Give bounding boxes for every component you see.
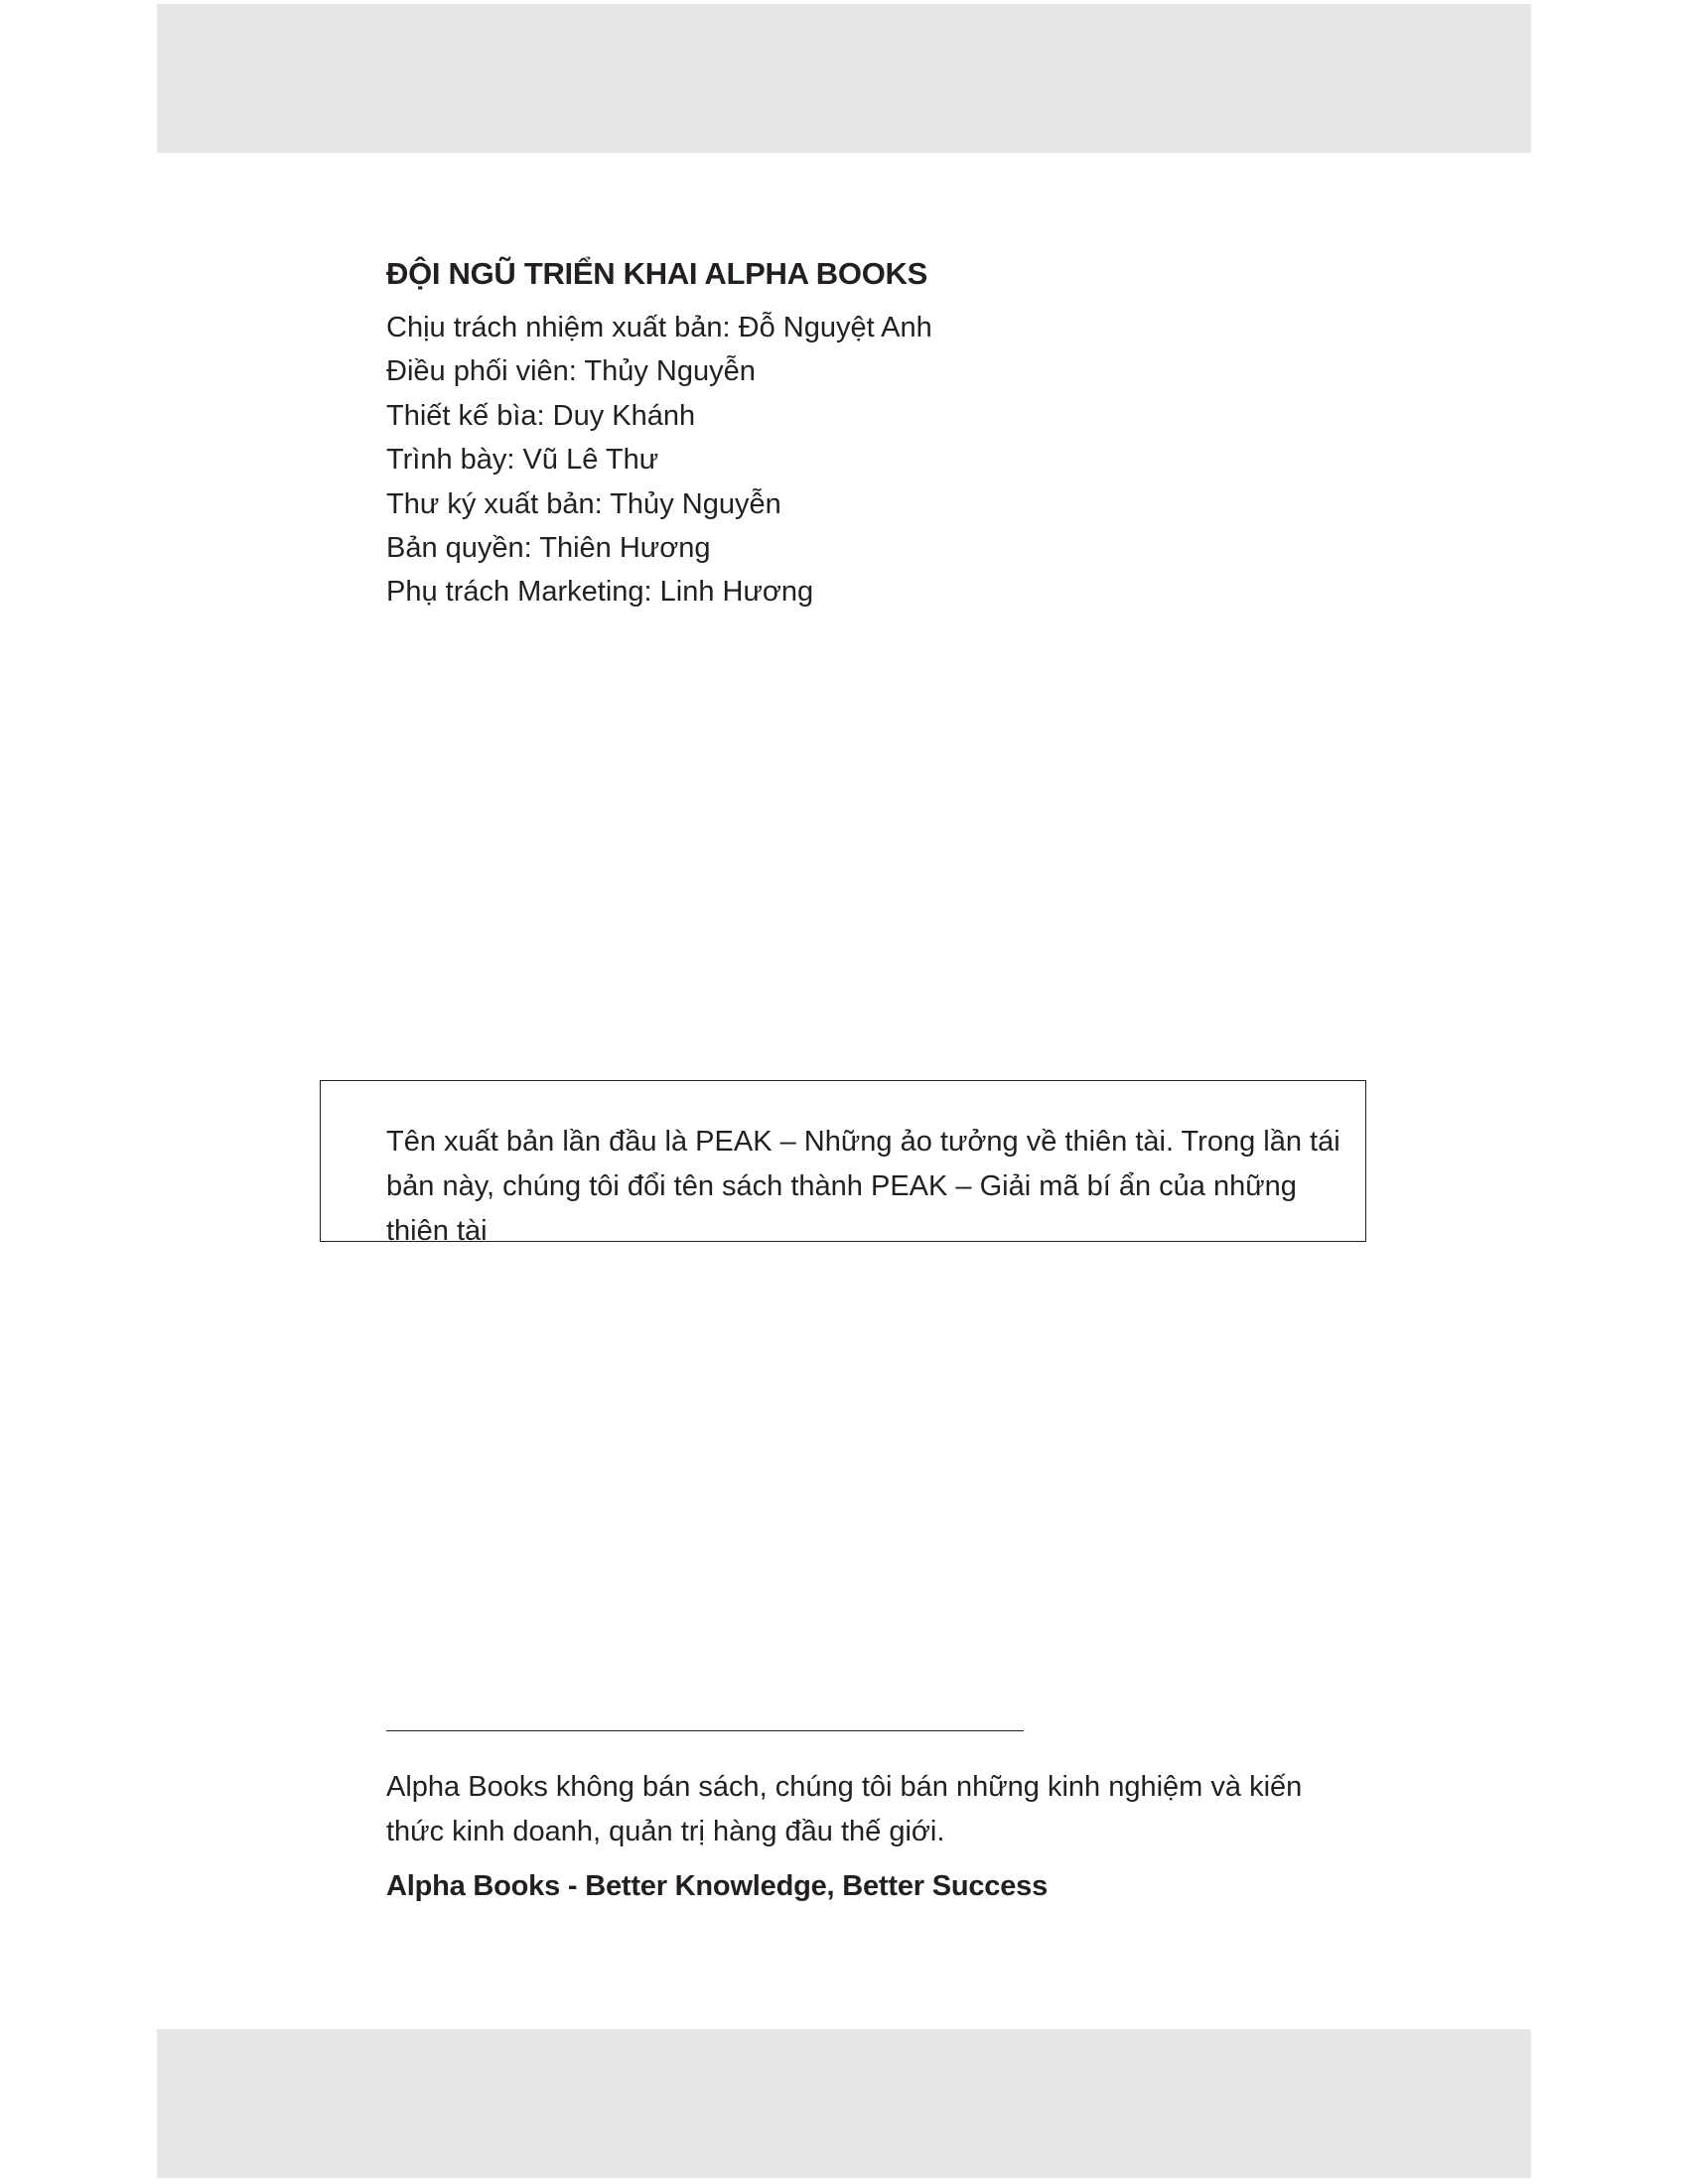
credit-line-coordinator: Điều phối viên: Thủy Nguyễn	[386, 355, 756, 388]
top-gray-band	[157, 4, 1531, 153]
credits-section	[386, 252, 1280, 614]
credit-line-copyright: Bản quyền: Thiên Hương	[386, 532, 711, 565]
credit-line-marketing: Phụ trách Marketing: Linh Hương	[386, 576, 814, 609]
credit-line-cover-design: Thiết kế bìa: Duy Khánh	[386, 399, 696, 432]
edition-note-text: Tên xuất bản lần đầu là PEAK – Những ảo tưởng về thiên tài. Trong lần tái bản này, chúng tôi đổi tên sách thành PEAK – Giải mã bí ẩn của những thiên tài	[386, 1126, 1340, 1247]
bottom-gray-band	[157, 2029, 1531, 2178]
credits-title: ĐỘI NGŨ TRIỂN KHAI ALPHA BOOKS	[386, 256, 927, 291]
footer-section	[386, 1765, 1310, 1908]
edition-note-box	[320, 1080, 1366, 1247]
credit-line-secretary: Thư ký xuất bản: Thủy Nguyễn	[386, 487, 781, 520]
credit-line-layout: Trình bày: Vũ Lê Thư	[386, 444, 659, 477]
footer-statement: Alpha Books không bán sách, chúng tôi bán những kinh nghiệm và kiến thức kinh doanh, quản trị hàng đầu thế giới.	[386, 1771, 1303, 1847]
credit-line-publisher: Chịu trách nhiệm xuất bản: Đỗ Nguyệt Anh	[386, 312, 932, 343]
footer-tagline: Alpha Books - Better Knowledge, Better Success	[386, 1870, 1049, 1902]
footer-divider	[386, 1730, 1024, 1731]
